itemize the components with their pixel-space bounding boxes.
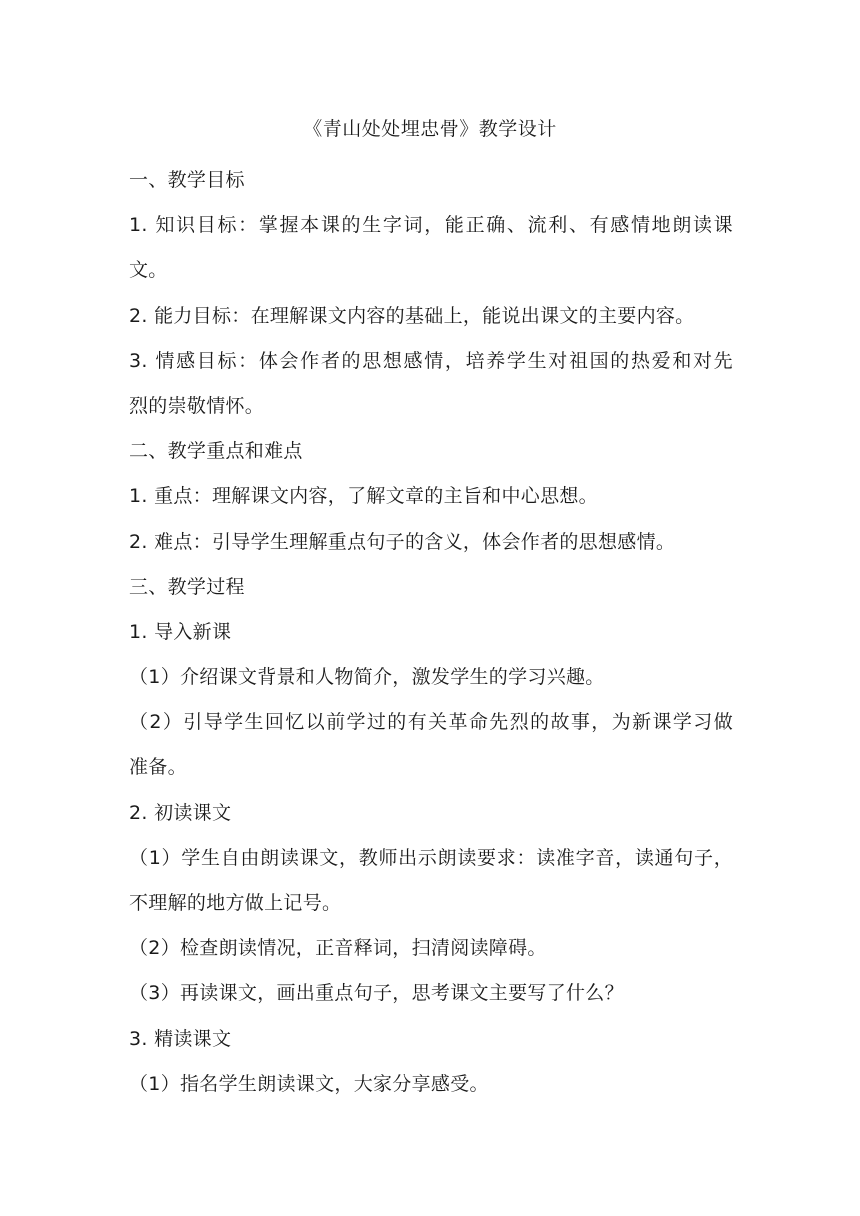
paragraph-line: 2. 能力目标：在理解课文内容的基础上，能说出课文的主要内容。 xyxy=(129,304,695,327)
paragraph-line: 3. 情感目标：体会作者的思想感情，培养学生对祖国的热爱和对先 xyxy=(129,349,733,372)
paragraph-line: （3）再读课文，画出重点句子，思考课文主要写了什么？ xyxy=(129,982,624,1005)
section-heading: 一、教学目标 xyxy=(129,169,245,191)
paragraph-line: 烈的崇敬情怀。 xyxy=(129,394,265,417)
subsection-heading: 2. 初读课文 xyxy=(129,801,232,824)
paragraph-line: 不理解的地方做上记号。 xyxy=(129,892,342,914)
paragraph-line: （2）检查朗读情况，正音释词，扫清阅读障碍。 xyxy=(129,937,547,960)
paragraph-line: 1. 知识目标：掌握本课的生字词，能正确、流利、有感情地朗读课 xyxy=(129,214,733,237)
subsection-heading: 1. 导入新课 xyxy=(129,620,232,643)
paragraph-line: （1）介绍课文背景和人物简介，激发学生的学习兴趣。 xyxy=(129,666,605,689)
document-body xyxy=(129,158,733,1107)
section-heading: 三、教学过程 xyxy=(129,575,245,598)
section-heading: 二、教学重点和难点 xyxy=(129,440,303,463)
document-title: 《青山处处埋忠骨》教学设计 xyxy=(303,118,557,140)
paragraph-line: 1. 重点：理解课文内容，了解文章的主旨和中心思想。 xyxy=(129,485,598,508)
paragraph-line: 2. 难点：引导学生理解重点句子的含义，体会作者的思想感情。 xyxy=(129,530,676,553)
paragraph-line: （1）学生自由朗读课文，教师出示朗读要求：读准字音，读通句子， xyxy=(129,846,733,869)
subsection-heading: 3. 精读课文 xyxy=(129,1027,232,1050)
paragraph-line: 文。 xyxy=(129,259,168,282)
paragraph-line: （2）引导学生回忆以前学过的有关革命先烈的故事，为新课学习做 xyxy=(129,711,733,734)
paragraph-line: 准备。 xyxy=(129,756,187,779)
paragraph-line: （1）指名学生朗读课文，大家分享感受。 xyxy=(129,1072,489,1095)
